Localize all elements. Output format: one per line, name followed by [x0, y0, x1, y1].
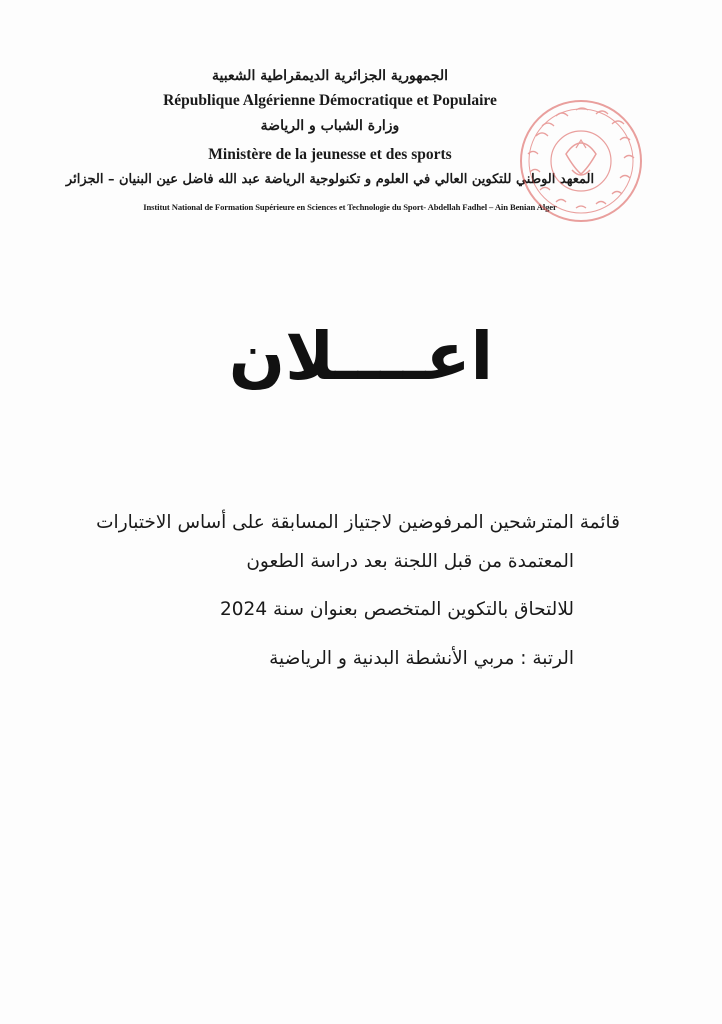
- official-stamp-icon: [516, 96, 646, 226]
- body-line-2: المعتمدة من قبل اللجنة بعد دراسة الطعون: [246, 551, 574, 572]
- body-line-4: الرتبة : مربي الأنشطة البدنية و الرياضية: [269, 648, 574, 669]
- header-republic-ar: الجمهورية الجزائرية الديمقراطية الشعبية: [211, 68, 448, 84]
- header-ministry-ar: وزارة الشباب و الرياضة: [260, 118, 400, 134]
- announcement-title: اعــــلان: [228, 318, 494, 395]
- header-ministry-fr: Ministère de la jeunesse et des sports: [208, 146, 452, 163]
- header-institute-ar: المعهد الوطني للتكوين العالي في العلوم و تكنولوجية الرياضة عبد الله فاضل عين البنيان – الجزائر: [65, 172, 595, 187]
- header-institute-fr: Institut National de Formation Supérieure en Sciences et Technologie du Sport- Abdellah Fadhel – Ain Benian Alger: [143, 202, 557, 212]
- body-line-3: للالتحاق بالتكوين المتخصص بعنوان سنة 2024: [220, 599, 574, 620]
- header-republic-fr: République Algérienne Démocratique et Populaire: [163, 92, 497, 109]
- body-line-1: قائمة المترشحين المرفوضين لاجتياز المسابقة على أساس الاختبارات: [96, 512, 620, 533]
